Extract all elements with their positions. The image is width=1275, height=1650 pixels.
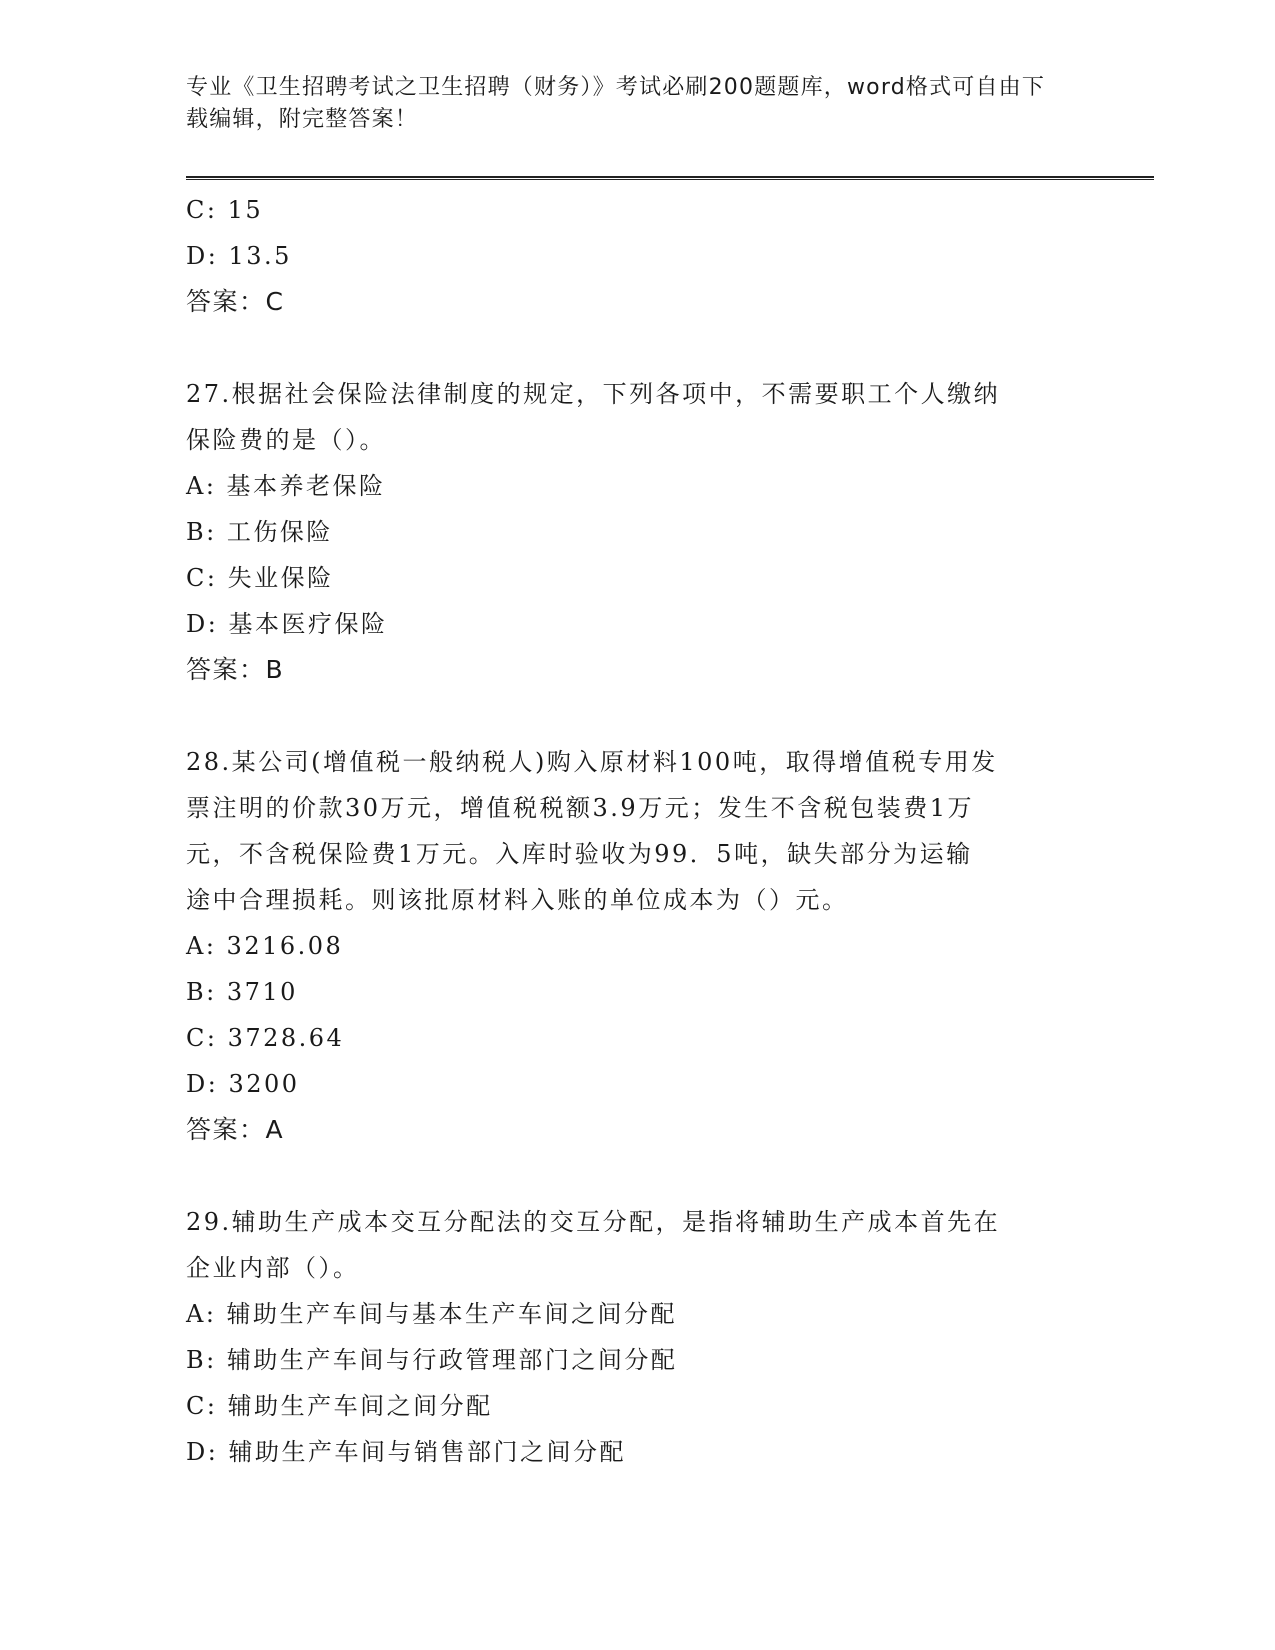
question-list xyxy=(186,187,1086,1475)
answer-line: 答案：B xyxy=(186,655,285,684)
option-c: C: 辅助生产车间之间分配 xyxy=(186,1392,493,1420)
option-d: D: 13.5 xyxy=(186,242,292,270)
question-stem-line: 途中合理损耗。则该批原材料入账的单位成本为（）元。 xyxy=(186,886,849,914)
option-b: B: 3710 xyxy=(186,978,298,1006)
question-stem-line: 29.辅助生产成本交互分配法的交互分配，是指将辅助生产成本首先在 xyxy=(186,1208,1001,1236)
option-a: A: 基本养老保险 xyxy=(186,472,386,500)
option-d: D: 基本医疗保险 xyxy=(186,610,388,638)
option-b: B: 工伤保险 xyxy=(186,518,333,546)
question-29 xyxy=(186,1199,1086,1475)
option-c: C: 3728.64 xyxy=(186,1024,345,1052)
question-stem-line: 27.根据社会保险法律制度的规定，下列各项中，不需要职工个人缴纳 xyxy=(186,380,1001,408)
document-title: 专业《卫生招聘考试之卫生招聘（财务）》考试必刷200题题库，word格式可自由下载编辑，附完整答案！ xyxy=(186,75,1046,132)
question-stem-line: 票注明的价款30万元，增值税税额3.9万元；发生不含税包装费1万 xyxy=(186,794,974,822)
answer-line: 答案：A xyxy=(186,1115,285,1144)
option-c: C: 15 xyxy=(186,196,264,224)
option-a: A: 辅助生产车间与基本生产车间之间分配 xyxy=(186,1300,678,1328)
option-d: D: 3200 xyxy=(186,1070,300,1098)
spacer xyxy=(186,1153,1086,1199)
answer-line: 答案：C xyxy=(186,287,285,316)
option-c: C: 失业保险 xyxy=(186,564,334,592)
option-a: A: 3216.08 xyxy=(186,932,344,960)
question-stem-line: 元，不含税保险费1万元。入库时验收为99．5吨，缺失部分为运输 xyxy=(186,840,973,868)
question-stem-line: 28.某公司(增值税一般纳税人)购入原材料100吨，取得增值税专用发 xyxy=(186,748,998,776)
spacer xyxy=(186,693,1086,739)
page-header xyxy=(186,72,1066,136)
question-27 xyxy=(186,371,1086,693)
spacer xyxy=(186,325,1086,371)
question-stem-line: 企业内部（）。 xyxy=(186,1254,360,1282)
option-d: D: 辅助生产车间与销售部门之间分配 xyxy=(186,1438,626,1466)
question-stem-line: 保险费的是（）。 xyxy=(186,426,386,454)
question-28 xyxy=(186,739,1086,1153)
header-divider xyxy=(186,176,1154,180)
option-b: B: 辅助生产车间与行政管理部门之间分配 xyxy=(186,1346,678,1374)
